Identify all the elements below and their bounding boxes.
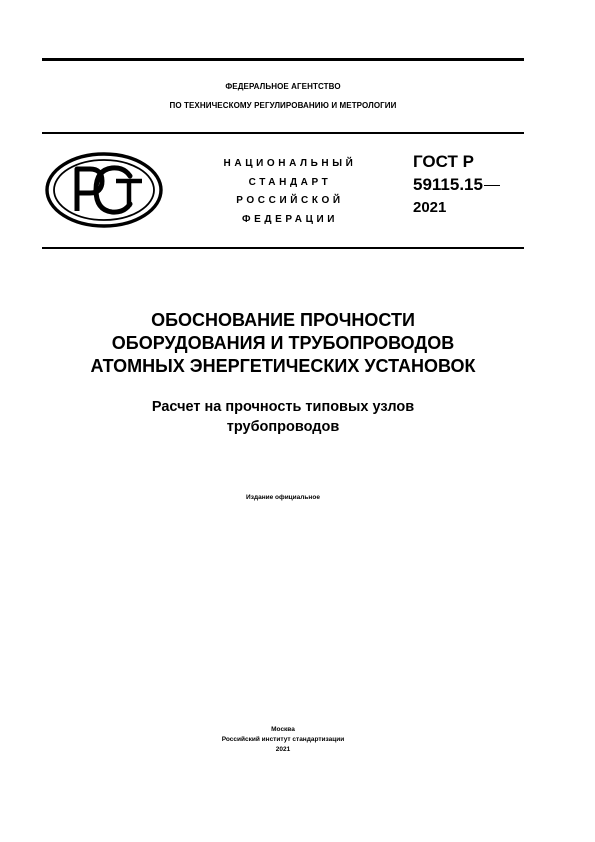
edition-label: Издание официальное	[246, 494, 320, 501]
standard-type	[195, 155, 385, 229]
publisher-city: Москва	[271, 726, 295, 733]
publisher-block	[42, 725, 524, 755]
agency-line-2: ПО ТЕХНИЧЕСКОМУ РЕГУЛИРОВАНИЮ И МЕТРОЛОГИИ	[169, 101, 397, 110]
top-rule	[42, 58, 524, 61]
subtitle-line-1: Расчет на прочность типовых узлов	[151, 399, 415, 415]
publisher-year: 2021	[275, 746, 291, 753]
document-title	[42, 309, 524, 378]
designation-rule	[42, 247, 524, 249]
standard-type-line-2: СТАНДАРТ	[248, 176, 332, 188]
standard-designation	[413, 150, 500, 219]
publisher-institute: Российский институт стандартизации	[221, 736, 345, 743]
standard-type-line-1: НАЦИОНАЛЬНЫЙ	[223, 158, 357, 169]
document-subtitle	[42, 397, 524, 437]
title-line-1: ОБОСНОВАНИЕ ПРОЧНОСТИ	[151, 310, 415, 330]
title-line-3: АТОМНЫХ ЭНЕРГЕТИЧЕСКИХ УСТАНОВОК	[90, 356, 476, 376]
subtitle-line-2: трубопроводов	[226, 419, 340, 435]
designation-prefix: ГОСТ Р	[413, 152, 474, 171]
title-line-2: ОБОРУДОВАНИЯ И ТРУБОПРОВОДОВ	[111, 333, 455, 353]
standard-type-line-4: ФЕДЕРАЦИИ	[241, 213, 339, 225]
standard-type-line-3: РОССИЙСКОЙ	[236, 195, 344, 206]
agency-line-1: ФЕДЕРАЛЬНОЕ АГЕНТСТВО	[225, 82, 341, 91]
designation-number-row	[413, 173, 500, 196]
designation-number: 59115.15	[413, 175, 483, 194]
designation-year: 2021	[413, 199, 447, 216]
designation-dash	[484, 185, 500, 186]
agency-rule	[42, 132, 524, 134]
rst-logo-icon	[44, 151, 164, 229]
